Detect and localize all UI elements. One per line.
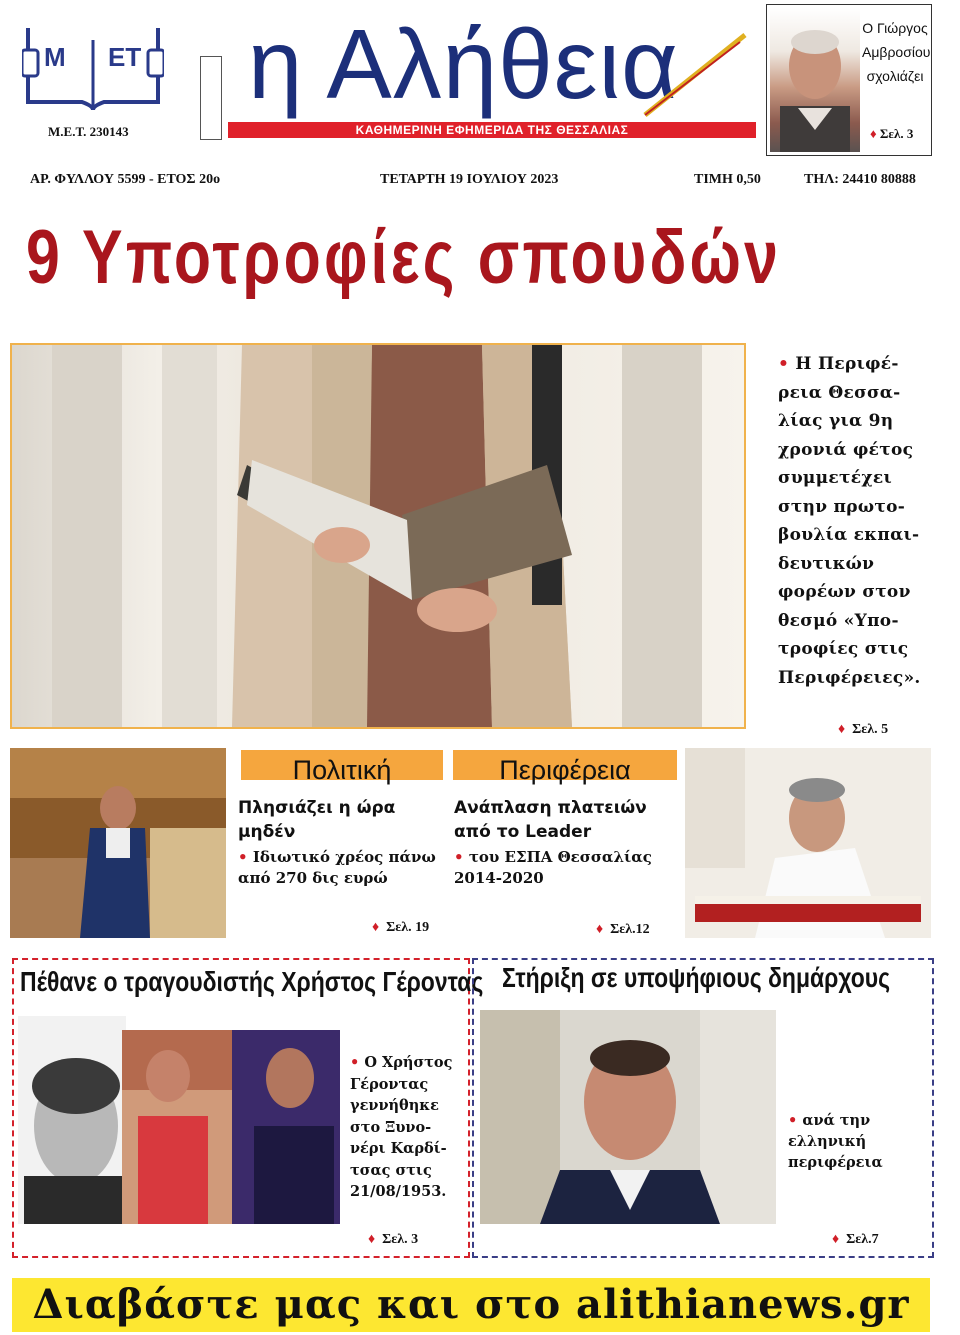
main-headline[interactable]: 9 Υποτροφίες σπουδών: [26, 215, 782, 300]
diamond-icon: ♦: [372, 920, 380, 935]
mayors-photo[interactable]: [480, 1010, 776, 1224]
singer-line: Ο Χρήστος: [364, 1054, 453, 1071]
issue-number: ΑΡ. ΦΥΛΛΟΥ 5599 - ΕΤΟΣ 20ο: [30, 172, 221, 187]
politics-page-ref[interactable]: [372, 920, 429, 936]
singer-title[interactable]: Πέθανε ο τραγουδιστής Χρήστος Γέροντας: [20, 966, 484, 997]
lead-line: λίας για 9η: [778, 411, 894, 431]
masthead-title[interactable]: η Αλήθεια: [248, 9, 679, 119]
lead-line: Περιφέρειες».: [778, 667, 921, 688]
singer-photo[interactable]: [18, 1016, 340, 1224]
issue-price: ΤΙΜΗ 0,50: [694, 172, 761, 187]
singer-line: νέρι Καρδί-: [350, 1140, 447, 1157]
bullet-icon: •: [778, 354, 790, 374]
bullet-icon: •: [454, 848, 464, 866]
bullet-icon: •: [238, 848, 248, 866]
tab-region[interactable]: Περιφέρεια: [453, 750, 677, 780]
region-title-line: από το Leader: [454, 822, 592, 842]
politics-sub-line: Ιδιωτικό χρέος πάνω: [252, 848, 436, 866]
mayors-line: ανά την: [802, 1112, 871, 1129]
politics-sub: [238, 847, 436, 889]
region-photo[interactable]: [685, 748, 931, 938]
singer-line: Γέροντας: [350, 1075, 429, 1093]
politics-page: Σελ. 19: [386, 920, 430, 935]
footer-banner[interactable]: Διαβάστε μας και στο alithianews.gr: [12, 1278, 930, 1332]
region-sub-line: 2014-2020: [454, 869, 544, 887]
mayors-page-ref[interactable]: [832, 1232, 879, 1248]
lead-line: βουλία εκπαι-: [778, 525, 920, 545]
lead-page: Σελ. 5: [852, 722, 889, 737]
diamond-icon: ♦: [838, 722, 846, 737]
mayors-line: περιφέρεια: [788, 1154, 883, 1171]
lead-line: Η Περιφέ-: [795, 354, 899, 374]
tab-politics[interactable]: Πολιτική: [241, 750, 443, 780]
diamond-icon: ♦: [368, 1232, 376, 1247]
columnist-photo: [770, 8, 860, 152]
mayors-page: Σελ.7: [846, 1232, 879, 1247]
bullet-icon: •: [788, 1112, 798, 1129]
mayors-title[interactable]: Στήριξη σε υποψήφιους δημάρχους: [502, 962, 891, 993]
lead-line: δευτικών: [778, 553, 875, 574]
masthead-tagline: ΚΑΘΗΜΕΡΙΝΗ ΕΦΗΜΕΡΙΔΑ ΤΗΣ ΘΕΣΣΑΛΙΑΣ: [228, 122, 756, 138]
main-story-photo[interactable]: [10, 343, 746, 729]
singer-line: στο Ξυνο-: [350, 1118, 432, 1136]
diamond-icon: ♦: [832, 1232, 840, 1247]
region-title[interactable]: [454, 796, 647, 844]
columnist-text: [862, 16, 931, 88]
region-page-ref[interactable]: [596, 922, 650, 938]
lead-line: χρονιά φέτος: [778, 439, 914, 460]
lead-line: στην πρωτο-: [778, 496, 906, 517]
columnist-line3: σχολιάζει: [866, 68, 924, 84]
politics-sub-line: από 270 δις ευρώ: [238, 869, 388, 887]
region-title-line: Ανάπλαση πλατειών: [454, 798, 647, 818]
politics-title[interactable]: [238, 796, 395, 844]
region-sub: [454, 847, 652, 889]
singer-text: [350, 1052, 460, 1203]
logo-letter-right: ΕΤ: [108, 42, 142, 72]
columnist-line1: Ο Γιώργος: [862, 20, 928, 36]
lead-text: [778, 350, 928, 692]
pen-icon: [640, 30, 750, 120]
politics-title-line: Πλησιάζει η ώρα: [238, 798, 396, 818]
region-page: Σελ.12: [610, 922, 650, 937]
lead-line: συμμετέχει: [778, 468, 893, 488]
diamond-icon: ♦: [870, 126, 877, 141]
region-sub-line: του ΕΣΠΑ Θεσσαλίας: [468, 848, 652, 866]
lead-line: τροφίες στις: [778, 639, 909, 659]
singer-line: τσας στις: [350, 1161, 432, 1179]
lead-line: ρεια Θεσσα-: [778, 382, 901, 403]
politics-title-line: μηδέν: [238, 822, 296, 842]
columnist-page: Σελ. 3: [879, 126, 914, 141]
bullet-icon: •: [350, 1054, 360, 1071]
met-code: Μ.Ε.Τ. 230143: [48, 124, 129, 139]
mayors-text: [788, 1110, 908, 1173]
issue-date: ΤΕΤΑΡΤΗ 19 ΙΟΥΛΙΟΥ 2023: [380, 172, 559, 187]
singer-line: 21/08/1953.: [350, 1183, 447, 1200]
singer-page-ref[interactable]: [368, 1232, 418, 1248]
lead-line: θεσμό «Υπο-: [778, 610, 899, 631]
stamp-icon: [200, 56, 222, 140]
columnist-page-ref[interactable]: [870, 126, 913, 142]
singer-page: Σελ. 3: [382, 1232, 419, 1247]
diamond-icon: ♦: [596, 922, 604, 937]
logo-letter-left: Μ: [44, 42, 66, 72]
mayors-line: ελληνική: [788, 1133, 867, 1150]
singer-line: γεννήθηκε: [350, 1097, 439, 1114]
lead-line: φορέων στον: [778, 582, 911, 602]
columnist-line2: Αμβροσίου: [862, 44, 931, 60]
politics-photo[interactable]: [10, 748, 226, 938]
lead-page-ref[interactable]: [838, 722, 888, 738]
phone-number: ΤΗΛ: 24410 80888: [804, 172, 916, 187]
